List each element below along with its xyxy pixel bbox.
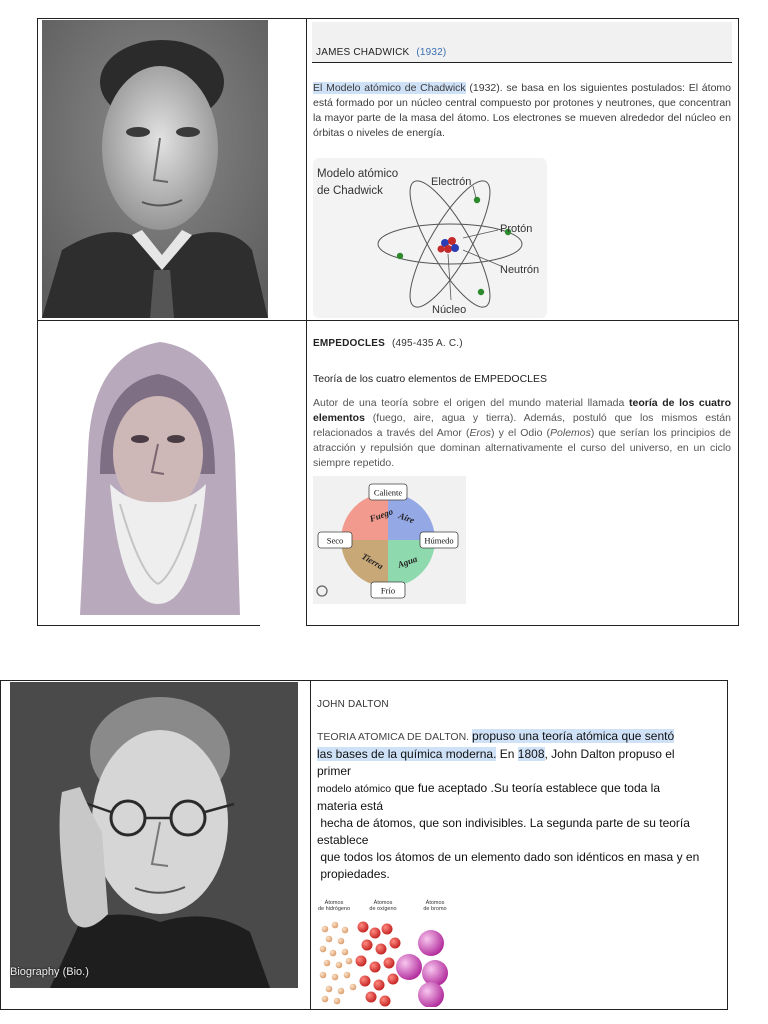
hydrogen-atom xyxy=(324,960,331,967)
empedocles-text-part: ) que serían los principios de atracción y repulsión que dominan alternativamente el curso del universo, en un ciclo siempre repetido. xyxy=(313,427,731,469)
dalton-line: establece xyxy=(317,833,369,847)
chadwick-description xyxy=(313,81,731,141)
photo-caption: Biography (Bio.) xyxy=(10,966,89,978)
dalton-text: , John Dalton propuso el xyxy=(544,747,675,761)
bromine-atom xyxy=(396,954,422,980)
frio-label: Frío xyxy=(380,585,396,596)
chadwick-name: JAMES CHADWICK xyxy=(316,47,410,58)
dalton-line: materia está xyxy=(317,799,384,813)
fuego-label: Fuego xyxy=(368,506,395,524)
chadwick-description-text: (1932). se basa en los siguientes postulados: El átomo está formado por un núcleo central compuesto por protones y neutrones, que concentran la mayor parte de la masa del átomo. Los electrones se mueven alrededor del núcleo en órbitas o niveles de energía. xyxy=(313,82,731,139)
hydrogen-atom xyxy=(342,927,349,934)
dalton-modelo-small: modelo atómico xyxy=(317,783,392,795)
empedocles-text-part: ) y el Odio ( xyxy=(491,427,551,439)
electron-dot xyxy=(478,289,484,295)
oxygen-atom xyxy=(384,958,395,969)
hydrogen-atom xyxy=(342,949,349,956)
lens-icon[interactable] xyxy=(317,586,327,596)
oxygen-atom xyxy=(374,980,385,991)
chadwick-model-diagram xyxy=(313,158,547,318)
oxygen-atom xyxy=(358,922,369,933)
hydrogen-atom xyxy=(338,988,345,995)
dalton-text: En xyxy=(496,747,518,761)
empedocles-portrait xyxy=(70,334,242,615)
bromine-atom xyxy=(418,930,444,956)
oxygen-atom xyxy=(376,944,387,955)
hydrogen-atom xyxy=(332,922,339,929)
dalton-line: que todos los átomos de un elemento dado son idénticos en masa y en xyxy=(317,850,700,864)
dalton-line: primer xyxy=(317,764,352,778)
oxygen-atom xyxy=(370,928,381,939)
oxygen-atom xyxy=(360,976,371,987)
oxygen-atom xyxy=(382,924,393,935)
dalton-line: hecha de átomos, que son indivisibles. La segunda parte de su teoría xyxy=(317,816,690,830)
dalton-line: propiedades. xyxy=(317,867,390,881)
diagram-title-line2: de Chadwick xyxy=(317,185,383,197)
oxygen-atom xyxy=(388,974,399,985)
hydrogen-atom xyxy=(330,950,337,957)
dalton-highlight-2: las bases de la química moderna. xyxy=(317,747,497,761)
dalton-text: que fue aceptado .Su teoría establece que toda la xyxy=(391,781,660,795)
empedocles-text-part: (fuego, aire, agua y tierra). Además, postuló que los mismos están relacionados a través del Amor ( xyxy=(313,412,731,439)
tierra-label: Tierra xyxy=(360,551,386,572)
chadwick-year: (1932) xyxy=(416,47,447,58)
hydrogen-atom xyxy=(344,972,351,979)
oxygen-atom xyxy=(390,938,401,949)
aire-label: Aire xyxy=(397,510,416,526)
atoms-label-hydrogen: Átomos de hidrógeno xyxy=(317,900,351,912)
bromine-atom xyxy=(422,960,448,986)
hydrogen-atom xyxy=(320,946,327,953)
empedocles-text-part: Autor de una teoría sobre el origen del mundo material llamada xyxy=(313,397,629,409)
atoms-figure xyxy=(317,897,453,1007)
oxygen-atom xyxy=(356,956,367,967)
agua-label: Agua xyxy=(396,553,419,570)
hydrogen-atom xyxy=(332,974,339,981)
electron-label: Electrón xyxy=(431,176,472,188)
chadwick-model-link[interactable]: El Modelo atómico de Chadwick xyxy=(313,82,466,94)
seco-label: Seco xyxy=(326,535,344,546)
four-elements-diagram xyxy=(313,476,466,604)
oxygen-atom xyxy=(370,962,381,973)
hydrogen-atom xyxy=(322,926,329,933)
atoms-label-oxygen: Átomos de oxígeno xyxy=(369,900,397,912)
humedo-label: Húmedo xyxy=(424,535,454,546)
hydrogen-atom xyxy=(334,998,341,1005)
hydrogen-atom xyxy=(320,972,327,979)
oxygen-atom xyxy=(362,940,373,951)
empedocles-description xyxy=(313,396,731,471)
dalton-name: JOHN DALTON xyxy=(317,699,389,710)
hydrogen-atom xyxy=(326,986,333,993)
empedocles-subtitle: Teoría de los cuatro elementos de EMPEDOCLES xyxy=(313,373,548,385)
dalton-intro: TEORIA ATOMICA DE DALTON. xyxy=(317,731,473,743)
hydrogen-atom xyxy=(350,984,357,991)
neutron-label: Neutrón xyxy=(500,264,540,276)
dalton-highlight-1: propuso una teoría atómica que sentó xyxy=(472,729,675,743)
bromine-atom xyxy=(418,982,444,1007)
electron-dot xyxy=(474,197,480,203)
dalton-text-block xyxy=(317,728,722,883)
nucleus-label: Núcleo xyxy=(432,304,467,316)
empedocles-text-italic: Eros xyxy=(469,427,492,439)
empedocles-name: EMPEDOCLES xyxy=(313,338,386,349)
empedocles-text-bold: teoría de los cuatro elementos xyxy=(313,397,732,424)
diagram-title-line1: Modelo atómico xyxy=(317,168,399,180)
oxygen-atom xyxy=(366,992,377,1003)
electron-dot xyxy=(397,253,403,259)
empedocles-dates: (495-435 A. C.) xyxy=(392,338,463,349)
hydrogen-atom xyxy=(338,938,345,945)
hydrogen-atom xyxy=(346,958,353,965)
oxygen-atom xyxy=(380,996,391,1007)
proton-label: Protón xyxy=(500,223,533,235)
hydrogen-atom xyxy=(322,996,329,1003)
caliente-label: Caliente xyxy=(373,487,403,498)
nucleus xyxy=(438,237,460,253)
chadwick-heading xyxy=(316,47,446,58)
empedocles-heading xyxy=(313,338,463,349)
dalton-portrait xyxy=(10,682,298,988)
atoms-label-bromine: Átomos de bromo xyxy=(423,900,447,912)
chadwick-portrait xyxy=(42,20,268,318)
dalton-year: 1808 xyxy=(517,747,545,761)
hydrogen-atom xyxy=(336,962,343,969)
empedocles-text-italic: Polemos xyxy=(550,427,591,439)
hydrogen-atom xyxy=(326,936,333,943)
